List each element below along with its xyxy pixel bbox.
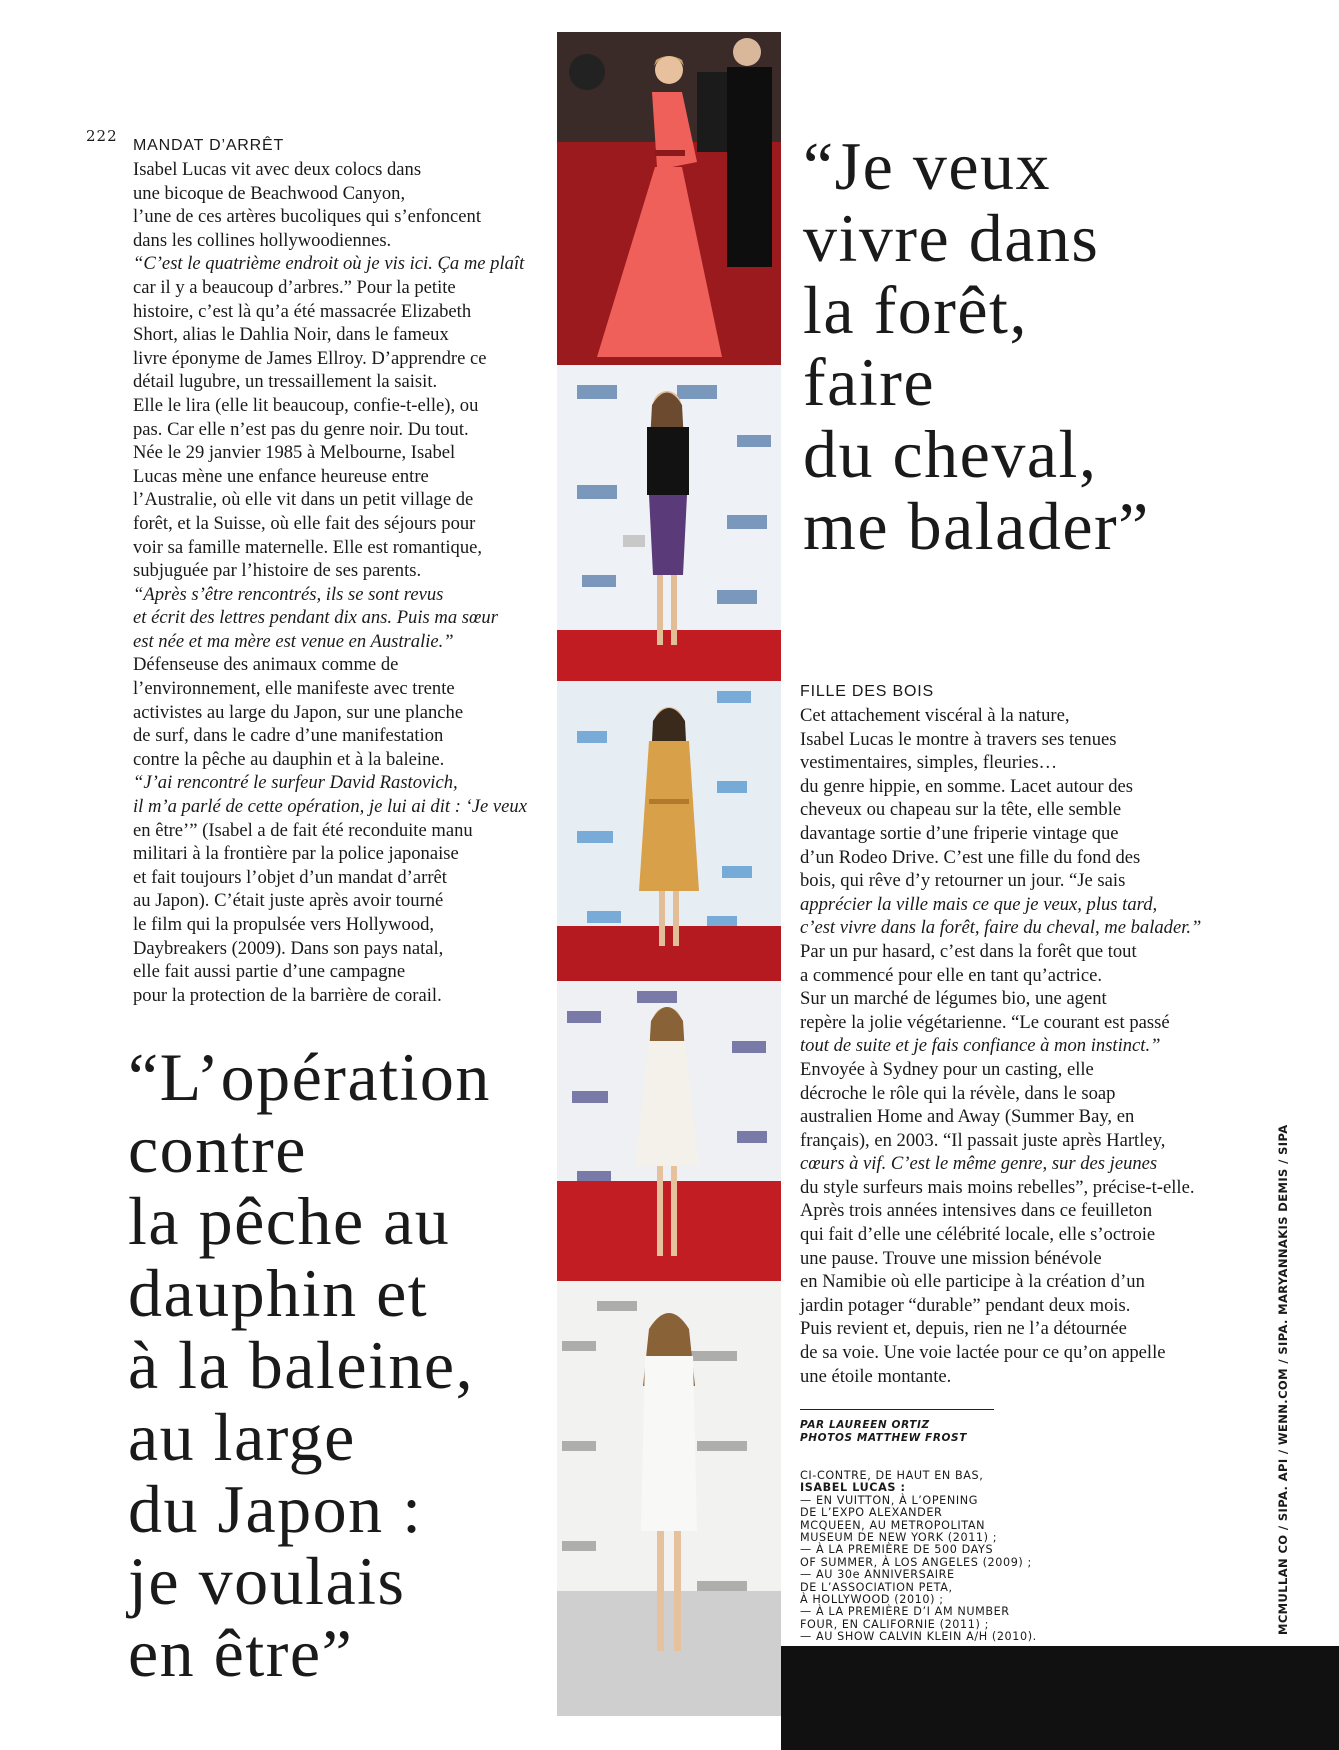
photo-4-carpet: [557, 1181, 781, 1281]
section1-line: et fait toujours l’objet d’un mandat d’arrêt: [133, 866, 447, 888]
section-title-fille-des-bois: FILLE DES BOIS: [800, 683, 934, 700]
section2-line: Isabel Lucas le montre à travers ses tenues: [800, 728, 1117, 750]
photo-2-image: [557, 365, 781, 681]
photo-3-image: [557, 681, 781, 981]
photo-3-belt: [649, 799, 689, 804]
photo-5-leg-left: [657, 1531, 664, 1651]
photo-strip: [557, 32, 781, 1716]
caption-line: — AU 30e ANNIVERSAIRE: [800, 1568, 955, 1582]
section1-line: détail lugubre, un tressaillement la saisit.: [133, 371, 438, 393]
section2-line: jardin potager “durable” pendant deux mois.: [800, 1294, 1131, 1316]
quote-left-line: du Japon :: [128, 1471, 423, 1547]
photo-3-leg-right: [673, 891, 679, 946]
section1-line: Daybreakers (2009). Dans son pays natal,: [133, 937, 444, 959]
section2-line: Sur un marché de légumes bio, une agent: [800, 988, 1107, 1010]
caption-line: OF SUMMER, À LOS ANGELES (2009) ;: [800, 1555, 1032, 1569]
section2-line: Cet attachement viscéral à la nature,: [800, 705, 1070, 726]
quote-right-line: vivre dans: [803, 200, 1100, 276]
section2-line: c’est vivre dans la forêt, faire du cheval, me balader.”: [800, 917, 1202, 939]
section1-line: activistes au large du Japon, sur une planche: [133, 701, 464, 723]
section1-line: le film qui la propulsée vers Hollywood,: [133, 914, 435, 935]
section1-line: est née et ma mère est venue en Australie.”: [133, 630, 454, 652]
photo-5-leg-right: [674, 1531, 681, 1651]
quote-right-line: “Je veux: [803, 128, 1052, 204]
section2-line: Par un pur hasard, c’est dans la forêt que tout: [800, 940, 1137, 962]
section1-line: il m’a parlé de cette opération, je lui ai dit : ‘Je veux: [133, 796, 527, 818]
photo-4: [557, 981, 781, 1281]
caption-line: ISABEL LUCAS :: [800, 1481, 906, 1495]
section1-line: Elle le lira (elle lit beaucoup, confie-t-elle), ou: [133, 394, 479, 416]
photo-1: [557, 32, 781, 365]
section1-line: forêt, et la Suisse, où elle fait des séjours pour: [133, 512, 476, 534]
section1-line: Défenseuse des animaux comme de: [133, 654, 399, 676]
section1-line: au Japon). C’était juste après avoir tourné: [133, 890, 444, 912]
section2-line: français), en 2003. “Il passait juste après Hartley,: [800, 1129, 1166, 1151]
section2-line: bois, qui rêve d’y retourner un jour. “Je sais: [800, 870, 1126, 892]
section2-body: [800, 704, 1250, 1388]
section1-line: livre éponyme de James Ellroy. D’apprendre ce: [133, 347, 487, 369]
caption-line: — EN VUITTON, À L’OPENING: [800, 1493, 978, 1507]
caption-line: DE L’ASSOCIATION PETA,: [800, 1580, 953, 1594]
section1-line: et écrit des lettres pendant dix ans. Puis ma sœur: [133, 607, 498, 629]
section2-line: vestimentaires, simples, fleuries…: [800, 752, 1058, 774]
photo-3-dress: [639, 741, 699, 891]
photo-2-skirt: [649, 495, 687, 575]
caption-line: À HOLLYWOOD (2010) ;: [800, 1593, 944, 1607]
photo-2-leg-left: [657, 575, 663, 645]
quote-left-line: “L’opération: [128, 1039, 491, 1115]
section1-line: histoire, c’est là qu’a été massacrée Elizabeth: [133, 300, 472, 322]
section1-line: Née le 29 janvier 1985 à Melbourne, Isabel: [133, 442, 456, 464]
section2-line: qui fait d’elle une célébrité locale, elle s’octroie: [800, 1224, 1156, 1246]
caption-line: — À LA PREMIÈRE D’I AM NUMBER: [800, 1605, 1010, 1619]
photo-2-carpet: [557, 630, 781, 681]
photo-1-crowd: [569, 54, 605, 90]
photo-5-image: [557, 1281, 781, 1716]
section1-body: [133, 158, 543, 1007]
caption-line: FOUR, EN CALIFORNIE (2011) ;: [800, 1617, 989, 1631]
section2-line: du genre hippie, en somme. Lacet autour des: [800, 775, 1134, 797]
quote-right-line: du cheval,: [803, 416, 1098, 492]
section2-line: décroche le rôle qui la révèle, dans le soap: [800, 1082, 1116, 1104]
section1-line: elle fait aussi partie d’une campagne: [133, 961, 406, 983]
section2-line: cheveux ou chapeau sur la tête, elle semble: [800, 799, 1122, 821]
quote-left-line: je voulais: [128, 1543, 406, 1619]
caption-line: DE L’EXPO ALEXANDER: [800, 1506, 943, 1520]
caption-line: MUSEUM DE NEW YORK (2011) ;: [800, 1531, 998, 1545]
quote-left-line: au large: [128, 1399, 356, 1475]
quote-right-line: faire: [803, 344, 936, 420]
photo-credits: [1276, 1124, 1302, 1635]
section1-line: l’environnement, elle manifeste avec trente: [133, 678, 455, 700]
photo-1-bystander-head: [733, 38, 761, 66]
section2-line: en Namibie où elle participe à la création d’un: [800, 1271, 1145, 1293]
photo-3-leg-left: [659, 891, 665, 946]
section1-line: car il y a beaucoup d’arbres.” Pour la petite: [133, 276, 456, 298]
section2-line: tout de suite et je fais confiance à mon instinct.”: [800, 1035, 1161, 1057]
photo-1-belt: [655, 150, 685, 156]
section1-line: “Après s’être rencontrés, ils se sont revus: [133, 583, 444, 605]
section2-line: apprécier la ville mais ce que je veux, plus tard,: [800, 893, 1158, 915]
section1-line: militari à la frontière par la police japonaise: [133, 843, 459, 865]
photo-4-image: [557, 981, 781, 1281]
photo-3: [557, 681, 781, 981]
section2-line: Puis revient et, depuis, rien ne l’a détournée: [800, 1318, 1127, 1340]
photo-caption: [800, 1470, 1037, 1644]
section-title-mandat: MANDAT D’ARRÊT: [133, 137, 285, 154]
pull-quote-left: [128, 1041, 491, 1689]
section2-line: d’un Rodeo Drive. C’est une fille du fond des: [800, 846, 1141, 868]
section2-line: a commencé pour elle en tant qu’actrice.: [800, 964, 1102, 986]
photo-3-carpet: [557, 926, 781, 981]
black-band: [781, 1646, 1339, 1750]
quote-right-line: la forêt,: [803, 272, 1028, 348]
quote-left-line: la pêche au: [128, 1183, 451, 1259]
caption-line: — À LA PREMIÈRE DE 500 DAYS: [800, 1543, 994, 1557]
byline-author: PAR LAUREEN ORTIZ: [800, 1419, 930, 1431]
caption-line: — AU SHOW CALVIN KLEIN A/H (2010).: [800, 1630, 1037, 1644]
section1-line: dans les collines hollywoodiennes.: [133, 229, 392, 251]
section2-line: une pause. Trouve une mission bénévole: [800, 1247, 1102, 1269]
section1-line: pour la protection de la barrière de corail.: [133, 984, 442, 1006]
quote-left-line: à la baleine,: [128, 1327, 475, 1403]
section1-line: subjuguée par l’histoire de ses parents.: [133, 560, 422, 582]
photo-5-dress: [641, 1356, 697, 1531]
photo-2: [557, 365, 781, 681]
section1-line: Short, alias le Dahlia Noir, dans le fameux: [133, 324, 449, 346]
quote-left-line: contre: [128, 1111, 307, 1187]
section2-line: Envoyée à Sydney pour un casting, elle: [800, 1058, 1094, 1080]
photo-2-leg-right: [671, 575, 677, 645]
byline-divider: [800, 1409, 994, 1410]
section1-line: Isabel Lucas vit avec deux colocs dans: [133, 159, 422, 180]
section1-line: contre la pêche au dauphin et à la baleine.: [133, 748, 445, 770]
photo-1-bystander-2: [697, 72, 727, 152]
section1-line: une bicoque de Beachwood Canyon,: [133, 182, 406, 204]
section2-line: australien Home and Away (Summer Bay, en: [800, 1106, 1135, 1128]
caption-line: MCQUEEN, AU METROPOLITAN: [800, 1518, 986, 1532]
photo-4-leg-left: [657, 1166, 663, 1256]
quote-left-line: dauphin et: [128, 1255, 429, 1331]
section2-line: de sa voie. Une voie lactée pour ce qu’on appelle: [800, 1342, 1166, 1364]
section2-line: repère la jolie végétarienne. “Le courant est passé: [800, 1011, 1170, 1033]
section2-line: Après trois années intensives dans ce feuilleton: [800, 1200, 1153, 1222]
section1-line: Lucas mène une enfance heureuse entre: [133, 465, 429, 487]
photo-2-top: [647, 427, 689, 495]
section2-line: une étoile montante.: [800, 1365, 952, 1387]
pull-quote-right: [803, 130, 1150, 562]
photo-1-image: [557, 32, 781, 365]
section1-line: pas. Car elle n’est pas du genre noir. Du tout.: [133, 418, 469, 440]
byline-photos: PHOTOS MATTHEW FROST: [800, 1432, 967, 1444]
quote-left-line: en être”: [128, 1615, 354, 1691]
section1-line: “C’est le quatrième endroit où je vis ici. Ça me plaît: [133, 253, 525, 275]
caption-line: CI-CONTRE, DE HAUT EN BAS,: [800, 1469, 984, 1482]
section2-line: davantage sortie d’une friperie vintage que: [800, 822, 1119, 844]
section1-line: en être’” (Isabel a de fait été reconduite manu: [133, 819, 473, 841]
section1-line: voir sa famille maternelle. Elle est romantique,: [133, 536, 483, 558]
section1-line: l’une de ces artères bucoliques qui s’enfoncent: [133, 206, 481, 228]
section2-line: du style surfeurs mais moins rebelles”, précise-t-elle.: [800, 1176, 1195, 1198]
photo-credits-text: MCMULLAN CO / SIPA. API / WENN.COM / SIPA. MARYANNAKIS DEMIS / SIPA: [1276, 1124, 1290, 1635]
section2-line: cœurs à vif. C’est le même genre, sur des jeunes: [800, 1153, 1158, 1175]
photo-5: [557, 1281, 781, 1716]
byline: [800, 1419, 967, 1445]
photo-4-leg-right: [671, 1166, 677, 1256]
section1-line: l’Australie, où elle vit dans un petit village de: [133, 489, 474, 511]
section1-line: “J’ai rencontré le surfeur David Rastovich,: [133, 772, 458, 794]
photo-5-floor: [557, 1591, 781, 1716]
page-number: 222: [86, 127, 118, 145]
photo-1-bystander: [727, 67, 772, 267]
photo-2-clutch: [623, 535, 645, 547]
section1-line: de surf, dans le cadre d’une manifestation: [133, 725, 444, 747]
quote-right-line: me balader”: [803, 488, 1150, 564]
